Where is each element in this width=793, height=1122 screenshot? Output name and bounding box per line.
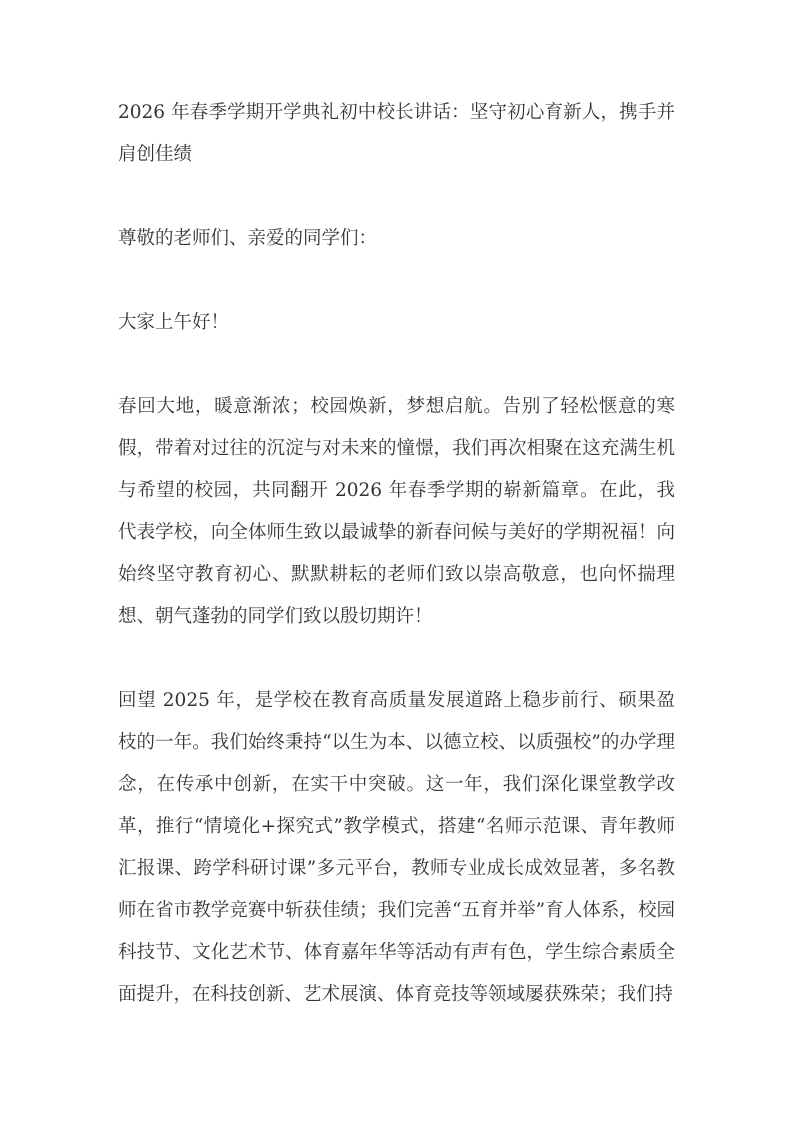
paragraph-opening: 春回大地，暖意渐浓；校园焕新，梦想启航。告别了轻松惬意的寒假，带着对过往的沉淀与对未来的憧憬，我们再次相聚在这充满生机与希望的校园，共同翻开 2026 年春季学期的崭新篇章。在此，我代表学校，向全体师生致以最诚挚的新春问候与美好的学期祝福！向始终坚守教育初心、默默耕耘的老师们致以崇高敬意，也向怀揣理想、朝气蓬勃的同学们致以殷切期许！ [118, 396, 675, 627]
document-title: 2026 年春季学期开学典礼初中校长讲话：坚守初心育新人，携手并肩创佳绩 [118, 102, 675, 165]
salutation-line: 尊敬的老师们、亲爱的同学们： [118, 228, 378, 249]
greeting-line: 大家上午好！ [118, 312, 230, 333]
paragraph-review-2025: 回望 2025 年，是学校在教育高质量发展道路上稳步前行、硕果盈枝的一年。我们始终秉持“以生为本、以德立校、以质强校”的办学理念，在传承中创新，在实干中突破。这一年，我们深化课堂教学改革，推行“情境化+探究式”教学模式，搭建“名师示范课、青年教师汇报课、跨学科研讨课”多元平台，教师专业成长成效显著，多名教师在省市教学竞赛中斩获佳绩；我们完善“五育并举”育人体系，校园科技节、文化艺术节、体育嘉年华等活动有声有色，学生综合素质全面提升，在科技创新、艺术展演、体育竞技等领域屡获殊荣；我们持 [118, 690, 675, 1005]
